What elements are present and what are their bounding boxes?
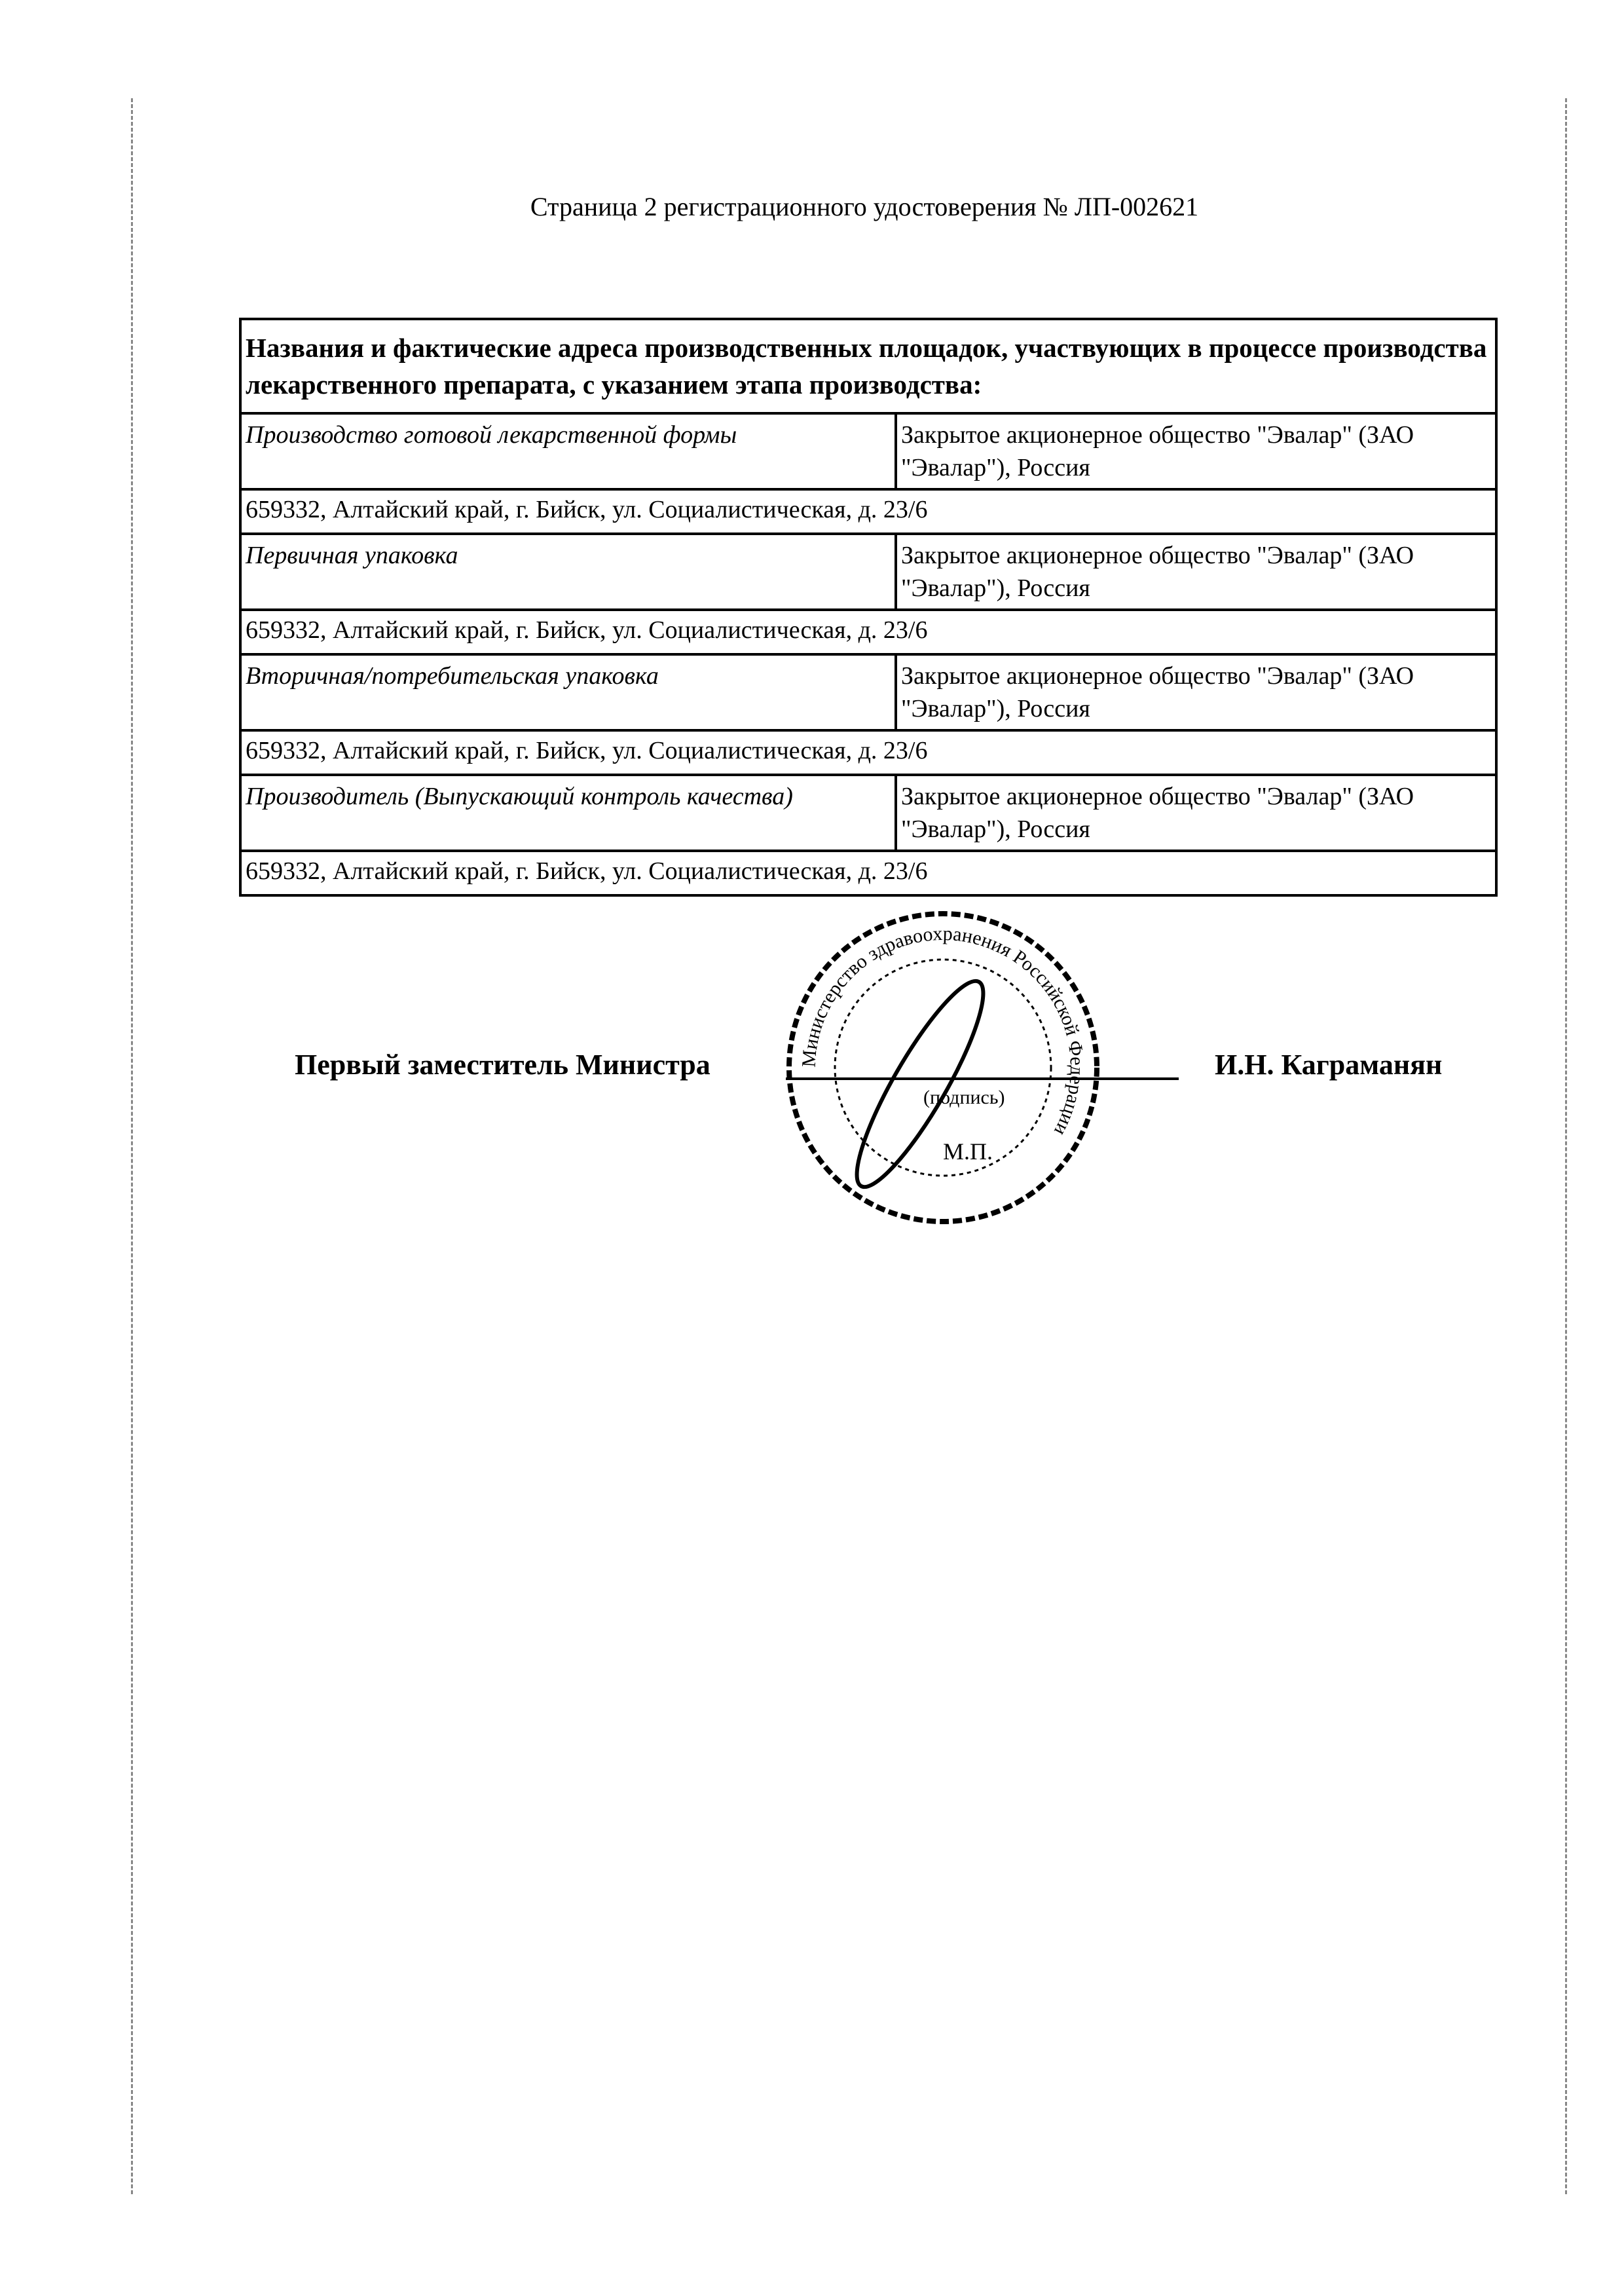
table-header: Названия и фактические адреса производственных площадок, участвующих в процессе производства лекарственного препарата, с указанием этапа производства: bbox=[240, 319, 1496, 413]
table-row bbox=[240, 654, 1496, 730]
stage-cell: Производство готовой лекарственной формы bbox=[240, 413, 896, 489]
stamp-mark: М.П. bbox=[943, 1138, 993, 1165]
scan-edge-right bbox=[1565, 98, 1567, 2194]
production-sites-table bbox=[239, 318, 1498, 897]
stage-cell: Вторичная/потребительская упаковка bbox=[240, 654, 896, 730]
scan-edge-left bbox=[131, 98, 133, 2194]
address-cell: 659332, Алтайский край, г. Бийск, ул. Социалистическая, д. 23/6 bbox=[240, 610, 1496, 654]
table-row bbox=[240, 413, 1496, 489]
company-cell: Закрытое акционерное общество "Эвалар" (ЗАО "Эвалар"), Россия bbox=[896, 534, 1496, 610]
stamp-text: Министерство здравоохранения Российской Федерации bbox=[798, 922, 1088, 1140]
company-cell: Закрытое акционерное общество "Эвалар" (ЗАО "Эвалар"), Россия bbox=[896, 775, 1496, 851]
table-row bbox=[240, 775, 1496, 851]
address-cell: 659332, Алтайский край, г. Бийск, ул. Социалистическая, д. 23/6 bbox=[240, 489, 1496, 534]
company-cell: Закрытое акционерное общество "Эвалар" (ЗАО "Эвалар"), Россия bbox=[896, 654, 1496, 730]
company-cell: Закрытое акционерное общество "Эвалар" (ЗАО "Эвалар"), Россия bbox=[896, 413, 1496, 489]
stage-cell: Производитель (Выпускающий контроль качества) bbox=[240, 775, 896, 851]
address-cell: 659332, Алтайский край, г. Бийск, ул. Социалистическая, д. 23/6 bbox=[240, 851, 1496, 895]
page-title: Страница 2 регистрационного удостоверения № ЛП-002621 bbox=[530, 192, 1199, 221]
table-row bbox=[240, 534, 1496, 610]
signature-scribble bbox=[838, 969, 1001, 1199]
address-cell: 659332, Алтайский край, г. Бийск, ул. Социалистическая, д. 23/6 bbox=[240, 730, 1496, 775]
signer-position: Первый заместитель Министра bbox=[295, 1049, 710, 1081]
official-stamp bbox=[783, 907, 1103, 1228]
signer-name: И.Н. Каграманян bbox=[1215, 1049, 1443, 1081]
stage-cell: Первичная упаковка bbox=[240, 534, 896, 610]
signature-caption: (подпись) bbox=[923, 1087, 1005, 1108]
